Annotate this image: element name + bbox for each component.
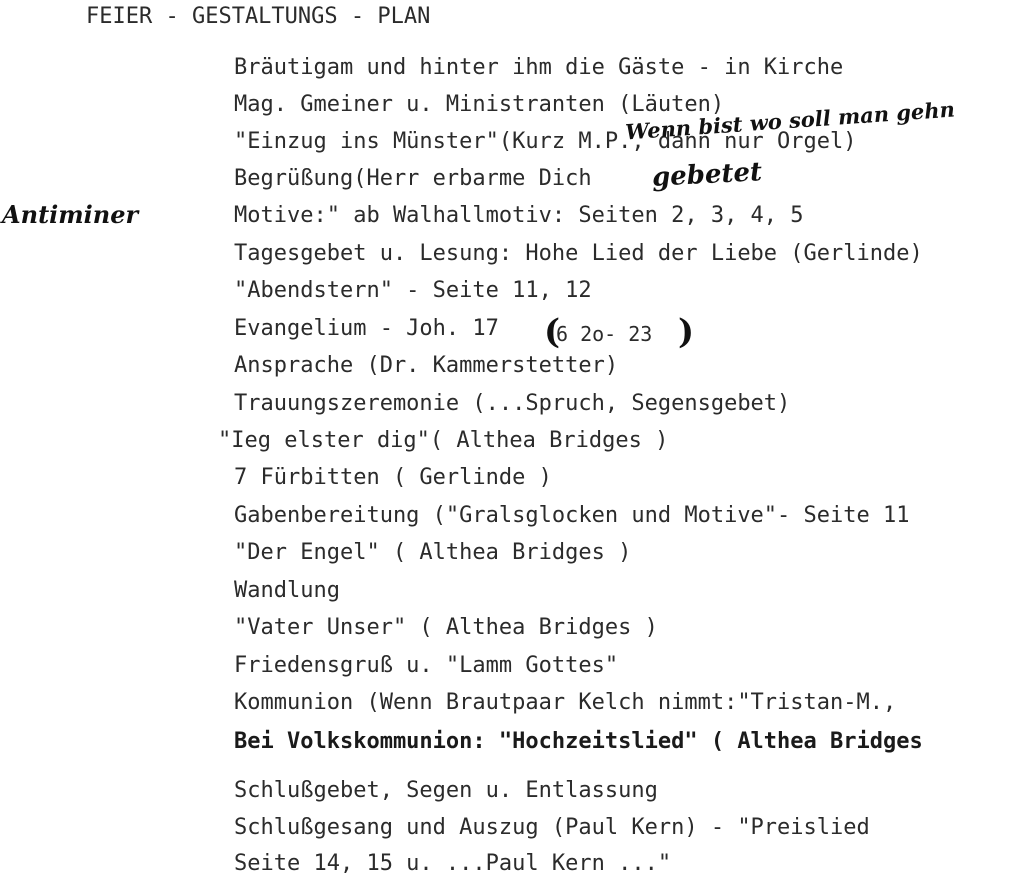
handwritten-note-3: Wenn bist wo soll man gehn (624, 96, 956, 145)
item-text: Evangelium - Joh. 17 (234, 316, 499, 341)
item-text: 7 Fürbitten ( Gerlinde ) (234, 465, 552, 490)
item-text: Tagesgebet u. Lesung: Hohe Lied der Liebe (Gerlinde) (234, 241, 923, 266)
handwritten-close-paren: ) (678, 312, 695, 352)
item-text: Schlußgebet, Segen u. Entlassung (234, 778, 658, 803)
item-text: Kommunion (Wenn Brautpaar Kelch nimmt:"Tristan-M., (234, 690, 897, 715)
handwritten-open-paren: ( (544, 312, 561, 352)
item-text: "Ieg elster dig"( Althea Bridges ) (218, 428, 669, 453)
item-text: "Abendstern" - Seite 11, 12 (234, 278, 592, 303)
item-text: Schlußgesang und Auszug (Paul Kern) - "Preislied (234, 815, 870, 840)
item-text: Begrüßung(Herr erbarme Dich (234, 166, 592, 191)
handwritten-note-4: gebetet (651, 157, 763, 193)
item-text: "Einzug ins Münster"(Kurz M.P., dann nur Orgel) (234, 129, 857, 154)
item-text-continuation: Bei Volkskommunion: "Hochzeitslied" ( Althea Bridges (234, 729, 923, 754)
item-text: "Vater Unser" ( Althea Bridges ) (234, 615, 658, 640)
item-text: Mag. Gmeiner u. Ministranten (Läuten) (234, 92, 725, 117)
item-text-continuation: Seite 14, 15 u. ...Paul Kern ..." (234, 851, 672, 876)
item-text: Wandlung (234, 578, 340, 603)
handwritten-note-5: Antiminer (2, 200, 139, 229)
item-text: Friedensgruß u. "Lamm Gottes" (234, 653, 619, 678)
item-text: Bräutigam und hinter ihm die Gäste - in Kirche (234, 55, 844, 80)
item-text: Motive:" ab Walhallmotiv: Seiten 2, 3, 4, 5 (234, 203, 804, 228)
item-text: Ansprache (Dr. Kammerstetter) (234, 353, 619, 378)
handwritten-verse-ref: 6 2o- 23 (556, 322, 653, 346)
document-title: FEIER - GESTALTUNGS - PLAN (86, 4, 431, 29)
item-text: "Der Engel" ( Althea Bridges ) (234, 540, 632, 565)
item-text: Gabenbereitung ("Gralsglocken und Motive"- Seite 11 (234, 503, 910, 528)
item-text: Trauungszeremonie (...Spruch, Segensgebet) (234, 391, 791, 416)
